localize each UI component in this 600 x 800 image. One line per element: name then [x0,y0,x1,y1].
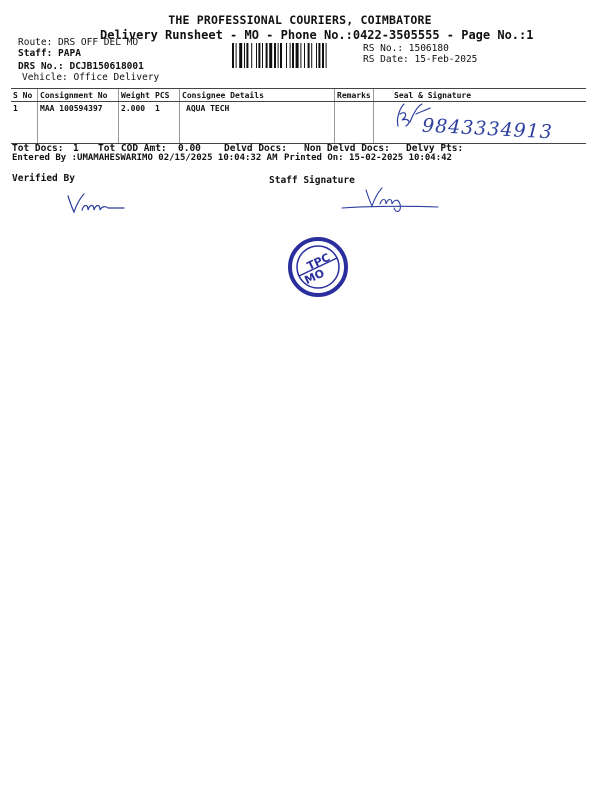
stamp-bottom-text: MO [302,266,327,288]
col-remarks: Remarks [335,89,374,102]
tpc-stamp [287,236,349,298]
handwritten-phone: 9843334913 [421,114,554,144]
col-consignee: Consignee Details [180,89,335,102]
delvd-docs-label: Delvd Docs: [224,143,287,154]
col-pcs: PCS [153,89,180,102]
barcode [232,43,356,68]
stamp-top-text: TPC [305,250,332,273]
staff-signature-label: Staff Signature [269,175,355,186]
tot-docs-value: 1 [73,143,79,154]
drs-number: DRS No.: DCJB150618001 [18,61,144,72]
col-sno: S No [11,89,38,102]
tot-cod-value: 0.00 [178,143,201,154]
cell-remarks [335,102,374,144]
col-consignment: Consignment No [38,89,119,102]
entered-by: Entered By :UMAMAHESWARIMO 02/15/2025 10:04:32 AM [12,153,278,163]
delvy-pts-label: Delvy Pts: [406,143,464,154]
cell-sno: 1 [11,102,38,144]
cell-weight: 2.000 [119,102,154,144]
staff-label: Staff: PAPA [18,48,81,59]
cell-consignee: AQUA TECH [180,102,335,144]
rs-date: RS Date: 15-Feb-2025 [363,54,478,65]
vehicle-label: Vehicle: Office Delivery [22,72,160,83]
non-delvd-docs-label: Non Delvd Docs: [304,143,390,154]
col-weight: Weight [119,89,154,102]
cell-pcs: 1 [153,102,180,144]
route-label: Route: DRS OFF DEL MO [18,37,139,48]
verifier-signature [64,192,130,216]
runsheet-title: Delivery Runsheet - MO - Phone No.:0422-3505555 - Page No.:1 [100,28,534,42]
rs-number: RS No.: 1506180 [363,43,449,54]
col-seal-signature: Seal & Signature [374,89,587,102]
company-title: THE PROFESSIONAL COURIERS, COIMBATORE [168,13,432,27]
verified-by-label: Verified By [12,173,75,184]
cell-consignment: MAA 100594397 [38,102,119,144]
tot-docs-label: Tot Docs: [12,143,64,154]
staff-signature [340,186,440,214]
tot-cod-label: Tot COD Amt: [98,143,167,154]
printed-on: Printed On: 15-02-2025 10:04:42 [284,153,452,163]
